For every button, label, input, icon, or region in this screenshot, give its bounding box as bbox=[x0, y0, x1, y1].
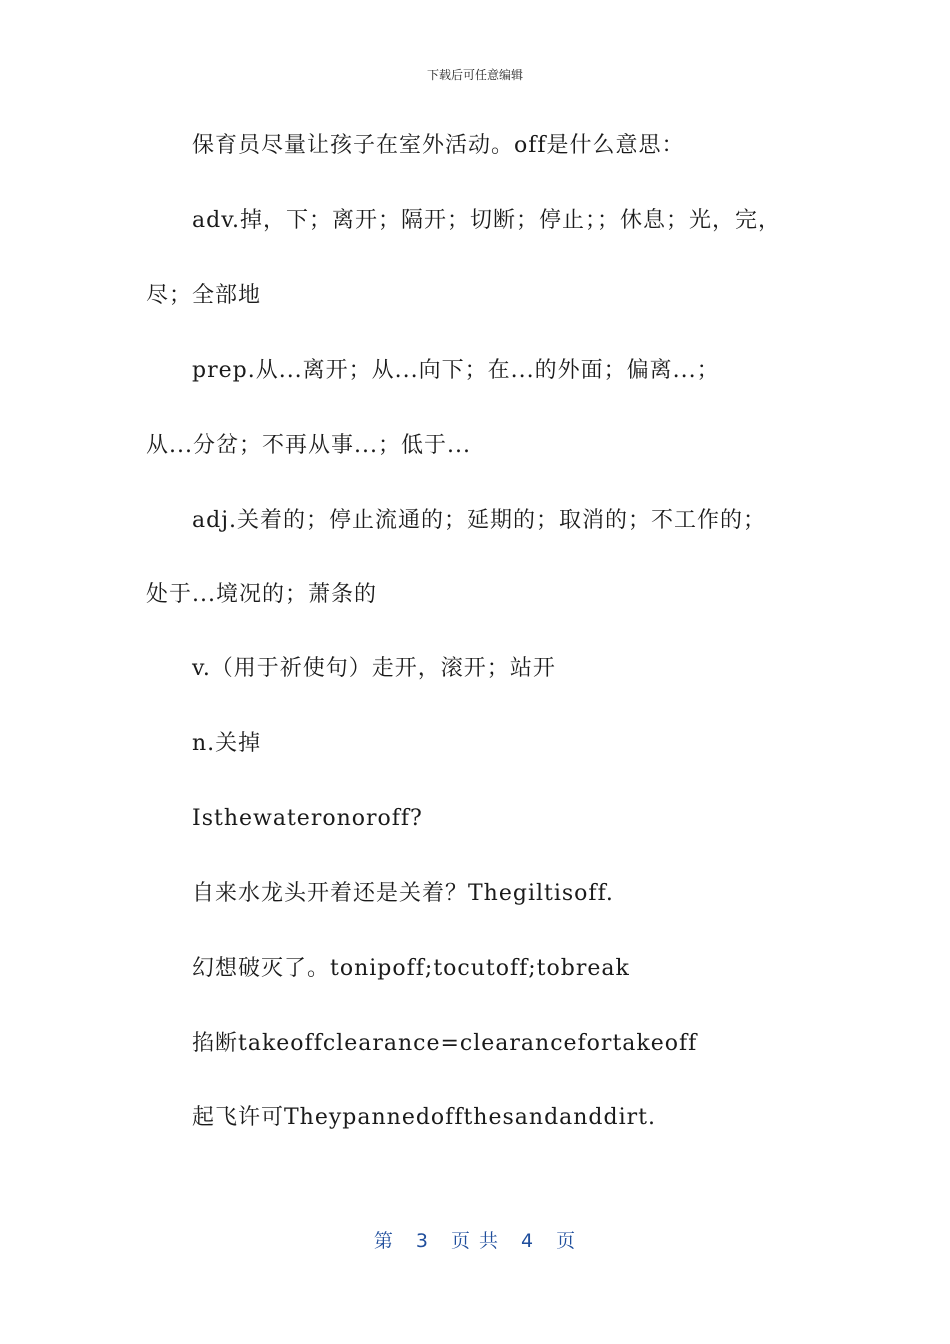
body-line: prep.从...离开；从...向下；在...的外面；偏离...； bbox=[192, 358, 720, 383]
body-line: 幻想破灭了。tonipoff;tocutoff;tobreak bbox=[192, 956, 630, 981]
body-line: 处于...境况的；萧条的 bbox=[146, 582, 377, 607]
footer-page-unit-end: 页 bbox=[556, 1230, 577, 1252]
body-line: 起飞许可Theypannedoffthesandanddirt. bbox=[192, 1105, 656, 1130]
body-line: adv.掉，下；离开；隔开；切断；停止；；休息；光，完， bbox=[192, 208, 782, 233]
footer-page-word: 第 bbox=[373, 1230, 394, 1252]
body-line: v.（用于祈使句）走开，滚开；站开 bbox=[192, 656, 556, 681]
page-footer bbox=[0, 1226, 950, 1253]
body-line: 自来水龙头开着还是关着？Thegiltisoff. bbox=[192, 881, 614, 906]
body-line: n.关掉 bbox=[192, 731, 262, 756]
body-line: 掐断takeoffclearance=clearancefortakeoff bbox=[192, 1031, 698, 1056]
footer-current-page: 3 bbox=[415, 1230, 429, 1252]
body-line: 从...分岔；不再从事...；低于... bbox=[146, 433, 471, 458]
body-line: adj.关着的；停止流通的；延期的；取消的；不工作的； bbox=[192, 508, 767, 533]
body-line: Isthewateronoroff? bbox=[192, 806, 423, 831]
page-header: 下载后可任意编辑 bbox=[426, 68, 523, 82]
footer-page-unit: 页 bbox=[450, 1230, 471, 1252]
footer-total-pages: 4 bbox=[521, 1230, 535, 1252]
footer-total-word: 共 bbox=[479, 1230, 500, 1252]
body-line: 保育员尽量让孩子在室外活动。off是什么意思： bbox=[192, 133, 685, 158]
body-line: 尽；全部地 bbox=[146, 283, 262, 308]
